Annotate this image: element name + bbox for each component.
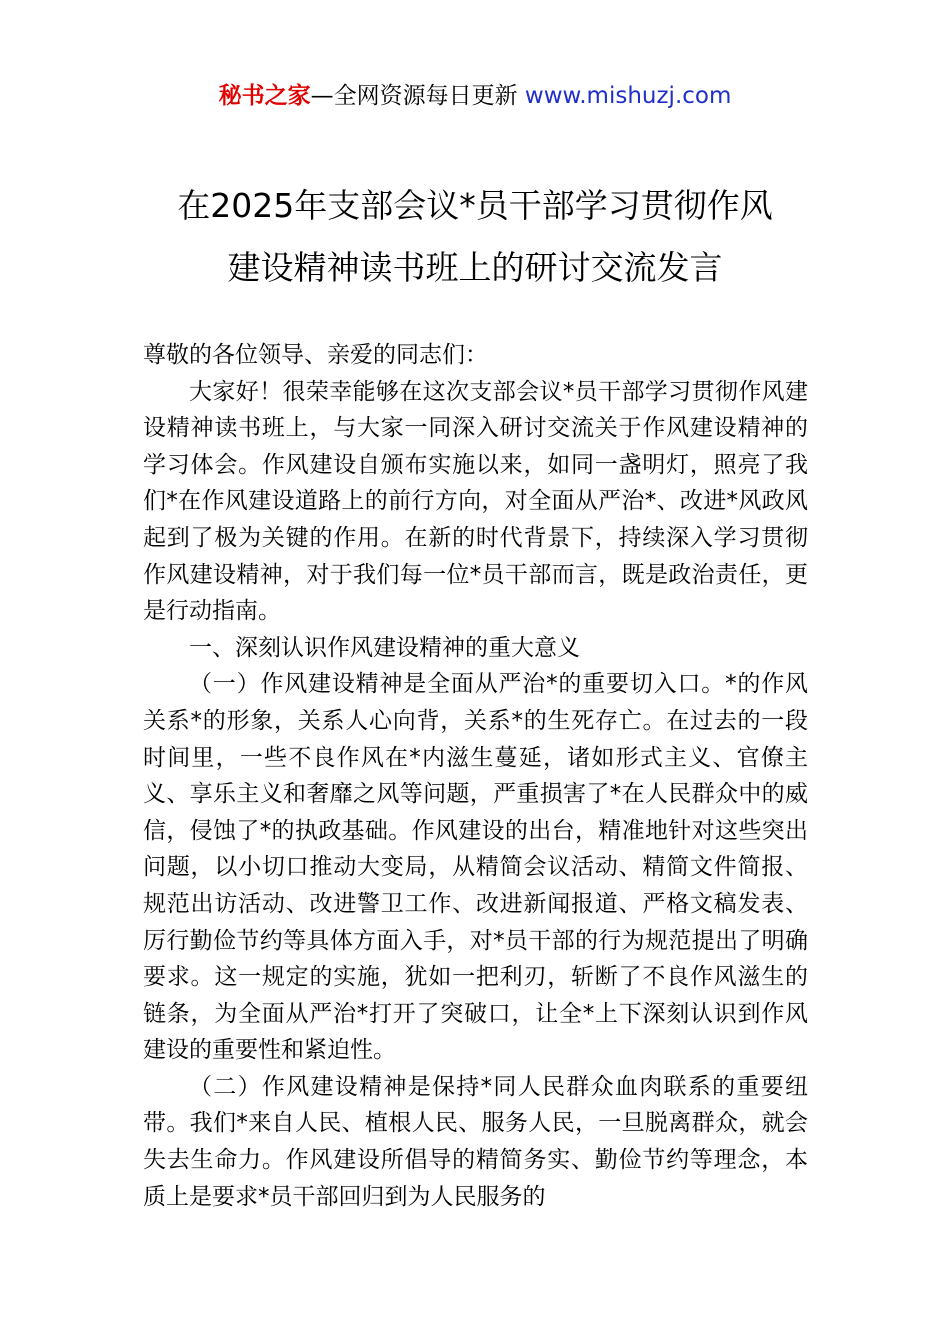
title-line-1: 在2025年支部会议*员干部学习贯彻作风: [177, 186, 773, 225]
site-header: [0, 80, 950, 112]
document-body: [143, 337, 808, 1215]
document-title: [0, 175, 950, 299]
paragraph-point-1: （一）作风建设精神是全面从严治*的重要切入口。*的作风关系*的形象，关系人心向背，关系*的生死存亡。在过去的一段时间里，一些不良作风在*内滋生蔓延，诸如形式主义、官僚主义、享乐主义和奢靡之风等问题，严重损害了*在人民群众中的威信，侵蚀了*的执政基础。作风建设的出台，精准地针对这些突出问题，以小切口推动大变局，从精简会议活动、精简文件简报、规范出访活动、改进警卫工作、改进新闻报道、严格文稿发表、厉行勤俭节约等具体方面入手，对*员干部的行为规范提出了明确要求。这一规定的实施，犹如一把利刃，斩断了不良作风滋生的链条，为全面从严治*打开了突破口，让全*上下深刻认识到作风建设的重要性和紧迫性。: [143, 671, 808, 1064]
title-line-2: 建设精神读书班上的研讨交流发言: [227, 248, 723, 287]
site-url-link[interactable]: www.mishuzj.com: [524, 83, 732, 109]
site-tagline: —全网资源每日更新: [310, 83, 518, 109]
paragraph-point-2: （二）作风建设精神是保持*同人民群众血肉联系的重要纽带。我们*来自人民、植根人民、服务人民，一旦脱离群众，就会失去生命力。作风建设所倡导的精简务实、勤俭节约等理念，本质上是要求*员干部回归到为人民服务的: [143, 1073, 808, 1210]
brand-name: 秘书之家: [218, 83, 311, 109]
paragraph-intro: 大家好！很荣幸能够在这次支部会议*员干部学习贯彻作风建设精神读书班上，与大家一同深入研讨交流关于作风建设精神的学习体会。作风建设自颁布实施以来，如同一盏明灯，照亮了我们*在作风建设道路上的前行方向，对全面从严治*、改进*风政风起到了极为关键的作用。在新的时代背景下，持续深入学习贯彻作风建设精神，对于我们每一位*员干部而言，既是政治责任，更是行动指南。: [143, 378, 808, 625]
salutation: 尊敬的各位领导、亲爱的同志们：: [143, 342, 488, 368]
section-heading-1: 一、深刻认识作风建设精神的重大意义: [189, 634, 580, 661]
